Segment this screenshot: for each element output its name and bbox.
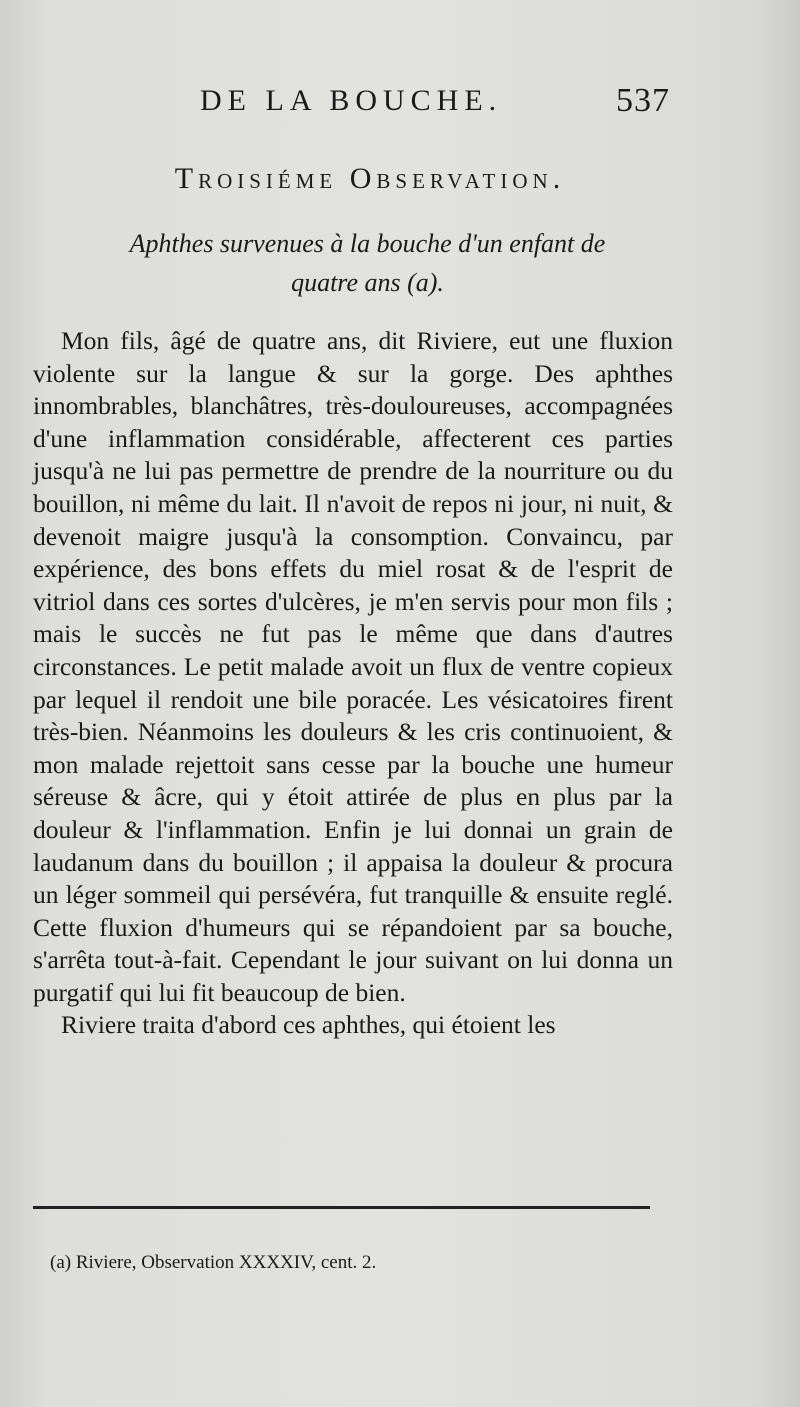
footnote-rule [33, 1206, 650, 1209]
paragraph-2: Riviere traita d'abord ces aphthes, qui étoient les [61, 1010, 556, 1040]
footnote: (a) Riviere, Observation XXXXIV, cent. 2. [50, 1252, 377, 1273]
body-text [33, 325, 673, 1042]
subtitle-line-1: Aphthes survenues à la bouche d'un enfant de [129, 229, 606, 258]
running-head: DE LA BOUCHE. [200, 84, 503, 117]
page-header [200, 84, 670, 124]
observation-subtitle [40, 224, 695, 302]
page-number: 537 [616, 82, 670, 119]
observation-heading: Troisiéme Observation. [174, 162, 566, 195]
paragraph-1: Mon fils, âgé de quatre ans, dit Riviere, eut une fluxion violente sur la langue & sur la gorge. Des aphthes innombrables, blanchâtres, très-douloureuses, accompagnées d'une inflammation considérable, affecterent ces parties jusqu'à ne lui pas permettre de prendre de la nourriture ou du bouillon, ni même du lait. Il n'avoit de repos ni jour, ni nuit, & devenoit maigre jusqu'à la consomption. Convaincu, par expérience, des bons effets du miel rosat & de l'esprit de vitriol dans ces sortes d'ulcères, je m'en servis pour mon fils ; mais le succès ne fut pas le même que dans d'autres circonstances. Le petit malade avoit un flux de ventre copieux par lequel il rendoit une bile poracée. Les vésicatoires firent très-bien. Néanmoins les douleurs & les cris continuoient, & mon malade rejettoit sans cesse par la bouche une humeur séreuse & âcre, qui y étoit attirée de plus en plus par la douleur & l'inflammation. Enfin je lui donnai un grain de laudanum dans du bouillon ; il appaisa la douleur & procura un léger sommeil qui persévéra, fut tranquille & ensuite reglé. Cette fluxion d'humeurs qui se répandoient par sa bouche, s'arrêta tout-à-fait. Cependant le jour suivant on lui donna un purgatif qui lui fit beaucoup de bien. [33, 326, 673, 1007]
subtitle-line-2: quatre ans (a). [291, 268, 444, 297]
